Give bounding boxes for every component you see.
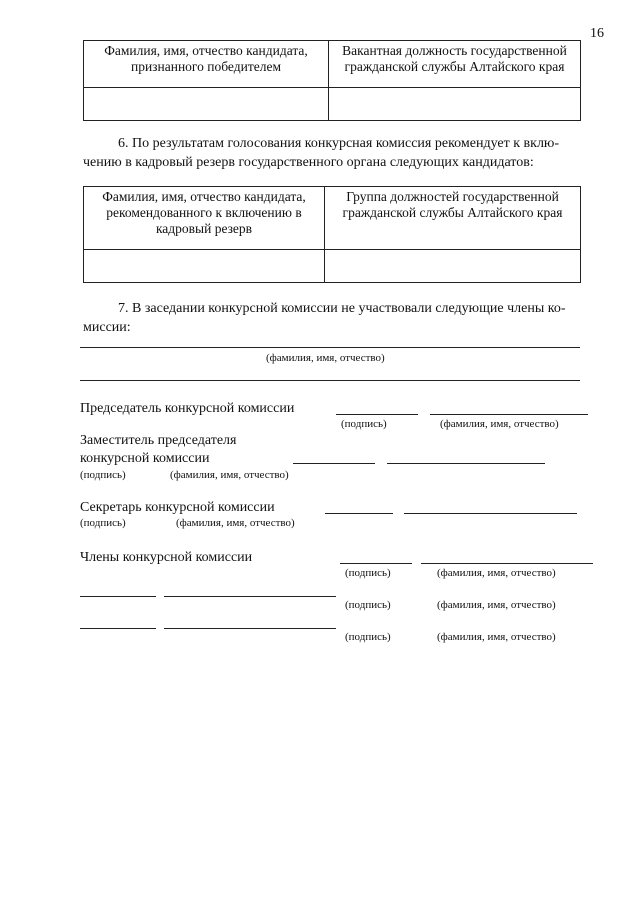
chairman-signature-line [336, 414, 418, 415]
winner-table-header-position: Вакантная должность государственной гражданской службы Алтайского края [329, 41, 581, 88]
winner-table-cell-candidate [84, 88, 329, 121]
secretary-fio-line [404, 513, 577, 514]
chairman-label: Председатель конкурсной комиссии [80, 401, 295, 416]
member3-fio-line [164, 628, 336, 629]
absent-members-caption: (фамилия, имя, отчество) [266, 352, 385, 364]
reserve-table-header-group: Группа должностей государственной гражданской службы Алтайского края [325, 187, 581, 250]
member1-signature-caption: (подпись) [345, 567, 391, 579]
member2-fio-caption: (фамилия, имя, отчество) [437, 599, 556, 611]
winner-table [83, 40, 581, 121]
deputy-signature-line [293, 463, 375, 464]
page-number: 16 [590, 26, 604, 41]
secretary-signature-line [325, 513, 393, 514]
deputy-fio-caption: (фамилия, имя, отчество) [170, 469, 289, 481]
member1-fio-line [421, 563, 593, 564]
chairman-signature-caption: (подпись) [341, 418, 387, 430]
member2-signature-line [80, 596, 156, 597]
reserve-table-cell-group [325, 250, 581, 283]
secretary-signature-caption: (подпись) [80, 517, 126, 529]
member2-signature-caption: (подпись) [345, 599, 391, 611]
member1-signature-line [340, 563, 412, 564]
member3-signature-caption: (подпись) [345, 631, 391, 643]
chairman-fio-caption: (фамилия, имя, отчество) [440, 418, 559, 430]
reserve-table-cell-candidate [84, 250, 325, 283]
secretary-fio-caption: (фамилия, имя, отчество) [176, 517, 295, 529]
deputy-signature-caption: (подпись) [80, 469, 126, 481]
section6-line1: 6. По результатам голосования конкурсная комиссия рекомендует к вклю- [118, 136, 560, 151]
deputy-label-line2: конкурсной комиссии [80, 451, 210, 466]
members-label: Члены конкурсной комиссии [80, 550, 253, 565]
member3-fio-caption: (фамилия, имя, отчество) [437, 631, 556, 643]
winner-table-header-candidate: Фамилия, имя, отчество кандидата, признанного победителем [84, 41, 329, 88]
secretary-label: Секретарь конкурсной комиссии [80, 500, 275, 515]
section7-line2: миссии: [83, 320, 131, 335]
deputy-fio-line [387, 463, 545, 464]
member3-signature-line [80, 628, 156, 629]
chairman-fio-line [430, 414, 588, 415]
member1-fio-caption: (фамилия, имя, отчество) [437, 567, 556, 579]
winner-table-cell-position [329, 88, 581, 121]
absent-members-line [80, 347, 580, 348]
member2-fio-line [164, 596, 336, 597]
section7-line1: 7. В заседании конкурсной комиссии не участвовали следующие члены ко- [118, 301, 566, 316]
reserve-table [83, 186, 581, 283]
section6-line2: чению в кадровый резерв государственного органа следующих кандидатов: [83, 155, 534, 170]
deputy-label-line1: Заместитель председателя [80, 433, 237, 448]
absent-members-line-2 [80, 380, 580, 381]
reserve-table-header-candidate: Фамилия, имя, отчество кандидата, рекомендованного к включению в кадровый резерв [84, 187, 325, 250]
